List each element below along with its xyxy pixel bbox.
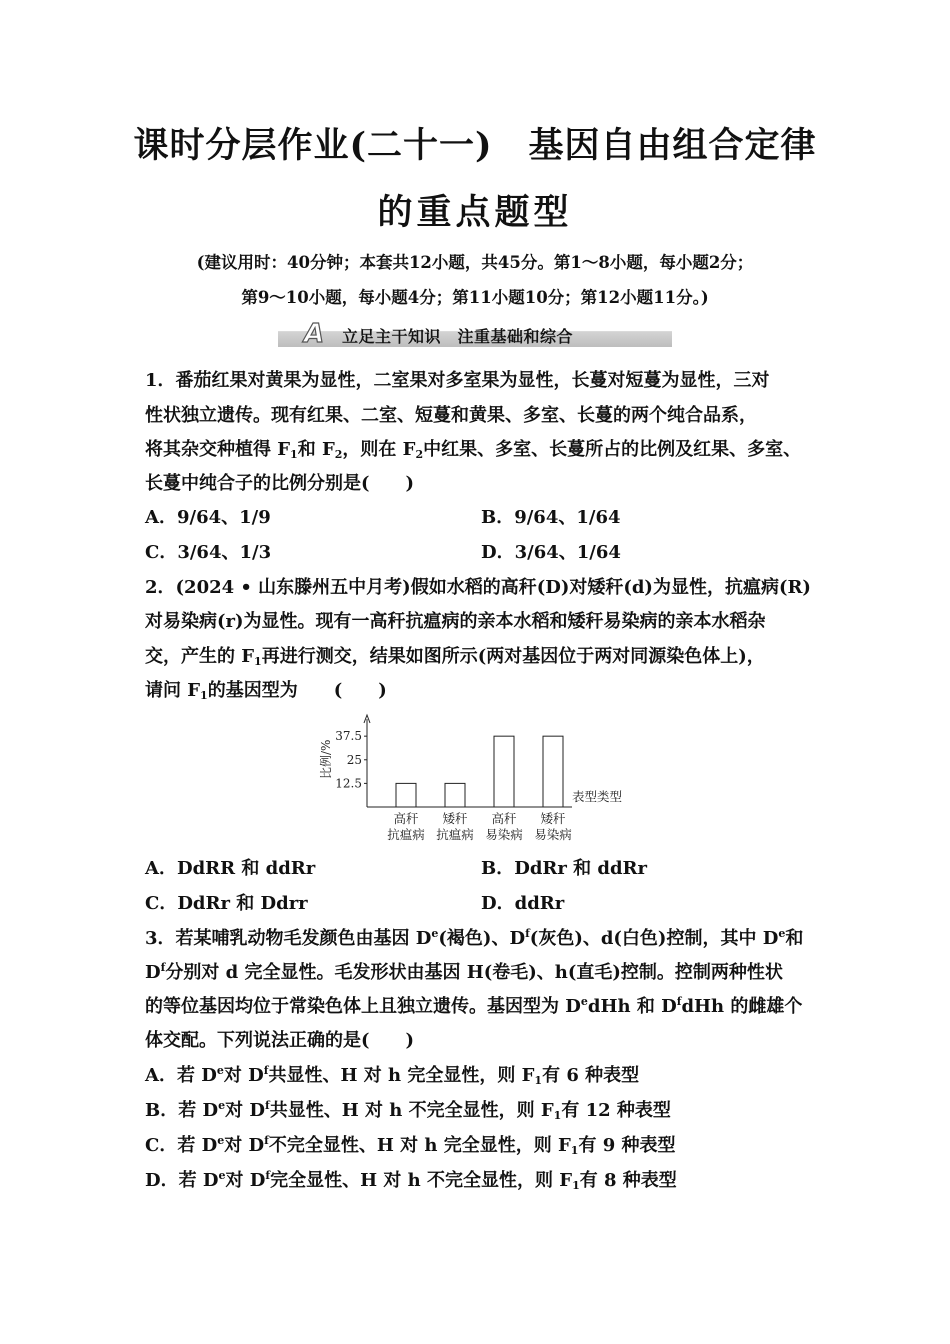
q3-stem-line1: 3．若某哺乳动物毛发颜色由基因 De(褐色)、$D^f$(灰色)、d(白色)控制，其中 De和 — [145, 927, 804, 949]
bar — [396, 783, 416, 807]
y-tick-label: 12.5 — [335, 776, 362, 791]
q2-stem-line4: 请问 $F_1$的基因型为 ( ) — [145, 680, 387, 702]
q3-option-a: A．若 De对 $D^f$共显性、H 对 h 完全显性，则 $F_1$有 6 种表型 — [145, 1064, 640, 1087]
y-tick-label: 37.5 — [335, 729, 362, 744]
q2-option-d: D．ddRr — [481, 893, 565, 914]
q1-option-b: B．9/64、1/64 — [481, 507, 621, 528]
q2-stem-line1: 2．(2024 • 山东滕州五中月考)假如水稻的高秆(D)对矮秆(d)为显性，抗瘟病(R) — [145, 577, 811, 598]
q2-option-b: B．DdRr 和 ddRr — [481, 858, 647, 879]
page-title-line2: 的重点题型 — [377, 192, 573, 233]
x-tick-label: 矮秆 — [442, 811, 468, 826]
q3-option-c: C．若 De对 $D^f$不完全显性、H 对 h 完全显性，则 $F_1$有 9 种表型 — [145, 1134, 676, 1157]
section-badge: A — [304, 319, 325, 349]
y-tick-label: 25 — [346, 752, 362, 767]
x-tick-label: 抗瘟病 — [436, 827, 474, 842]
chart-canvas — [310, 712, 640, 847]
testcross-bar-chart — [310, 712, 640, 847]
x-tick-label: 高秆 — [491, 811, 517, 826]
x-axis-label: 表型类型 — [572, 789, 623, 804]
bar — [445, 783, 465, 807]
q3-option-d: D．若 De对 $D^f$完全显性、H 对 h 不完全显性，则 $F_1$有 8 种表型 — [145, 1169, 677, 1192]
q1-option-c: C．3/64、1/3 — [145, 542, 272, 563]
y-axis-label: 比例/% — [319, 739, 333, 779]
q1-stem-line1: 1．番茄红果对黄果为显性，二室果对多室果为显性，长蔓对短蔓为显性，三对 — [145, 370, 770, 391]
q1-option-d: D．3/64、1/64 — [481, 542, 621, 563]
section-header-bar — [278, 321, 672, 347]
q3-stem-line2: $D^f$分别对 d 完全显性。毛发形状由基因 H(卷毛)、h(直毛)控制。控制两种性状 — [145, 961, 783, 983]
q2-stem-line3: 交，产生的 $F_1$再进行测交，结果如图所示(两对基因位于两对同源染色体上)， — [145, 646, 765, 668]
x-tick-label: 高秆 — [393, 811, 419, 826]
q3-stem-line3: 的等位基因均位于常染色体上且独立遗传。基因型为 DedHh 和 $D^fdHh$ 的雌雄个 — [145, 995, 803, 1017]
q2-stem-line2: 对易染病(r)为显性。现有一高秆抗瘟病的亲本水稻和矮秆易染病的亲本水稻杂 — [145, 611, 766, 632]
q1-stem-line4: 长蔓中纯合子的比例分别是( ) — [145, 473, 415, 494]
q2-option-c: C．DdRr 和 Ddrr — [145, 893, 308, 914]
time-note-line2: 第9～10小题，每小题4分；第11小题10分；第12小题11分。) — [241, 288, 709, 307]
q3-stem-line4: 体交配。下列说法正确的是( ) — [145, 1030, 415, 1051]
q2-option-a: A．DdRR 和 ddRr — [145, 858, 316, 879]
x-tick-label: 易染病 — [485, 827, 523, 842]
x-tick-label: 抗瘟病 — [387, 827, 425, 842]
section-title: 立足主干知识 注重基础和综合 — [342, 327, 574, 346]
q1-stem-line2: 性状独立遗传。现有红果、二室、短蔓和黄果、多室、长蔓的两个纯合品系， — [145, 405, 757, 426]
q3-option-b: B．若 De对 $D^f$共显性、H 对 h 不完全显性，则 $F_1$有 12 种表型 — [145, 1099, 671, 1122]
x-tick-label: 易染病 — [534, 827, 572, 842]
bar — [494, 736, 514, 807]
q1-stem-line3: 将其杂交种植得 $F_1$和 $F_2$，则在 $F_2$中红果、多室、长蔓所占的比例及红果、多室、 — [145, 439, 802, 461]
page-title-line1: 课时分层作业(二十一) 基因自由组合定律 — [133, 125, 817, 166]
q1-option-a: A．9/64、1/9 — [145, 507, 271, 528]
x-tick-label: 矮秆 — [540, 811, 566, 826]
bar — [543, 736, 563, 807]
time-note-line1: (建议用时：40分钟；本套共12小题，共45分。第1～8小题，每小题2分； — [196, 253, 754, 272]
